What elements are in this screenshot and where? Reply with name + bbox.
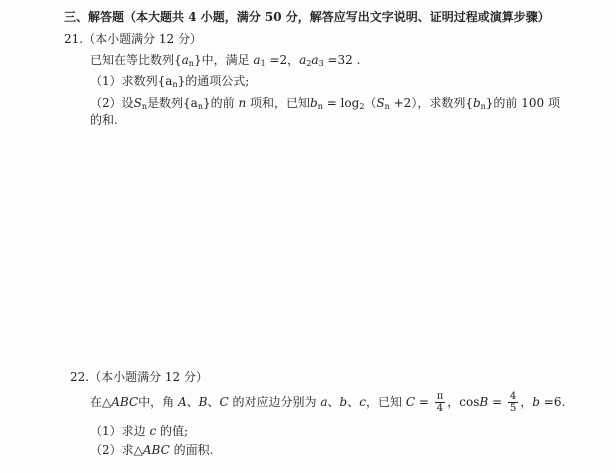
section-heading [64,9,550,25]
q21-part1: （1）求数列$\{a_n\}$的通项公式; [90,74,250,89]
q22-part2: （2）求△ABC 的面积. [90,443,214,457]
q22-stem: 在△ABC中，角 A、B、C 的对应边分别为 a、b、c，已知 C = $\frac{\pi}{4}$ ，cosB = $\frac{4}{5}$ ，b =6. [90,391,566,414]
q22-part1: （1）求边 c 的值; [90,424,189,438]
fraction-4-over-5: $\frac{4}{5}$ [509,391,517,414]
q21-stem: 已知在等比数列$\{a_n\}$中，满足 $a_1 =2$，$a_2a_3 =32$ . [90,53,361,68]
section-title: 解答题 [88,10,125,24]
q21-part2-tail: 的和. [90,113,118,127]
q21-part2: （2）设$S_n$是数列$\{a_n\}$的前 n 项和，已知$b_n = \log_2(S_n +2)$，求数列$\{b_n\}$的前 100 项 [90,96,560,111]
q22-header: 22.（本小题满分 12 分） [70,370,208,384]
section-number: 三、 [64,10,89,24]
fraction-pi-over-4: $\frac{\pi}{4}$ [436,391,444,414]
q21-header: 21.（本小题满分 12 分） [64,32,202,46]
section-note: （本大题共 4 小题，满分 50 分，解答应写出文字说明、证明过程或演算步骤） [124,10,550,24]
